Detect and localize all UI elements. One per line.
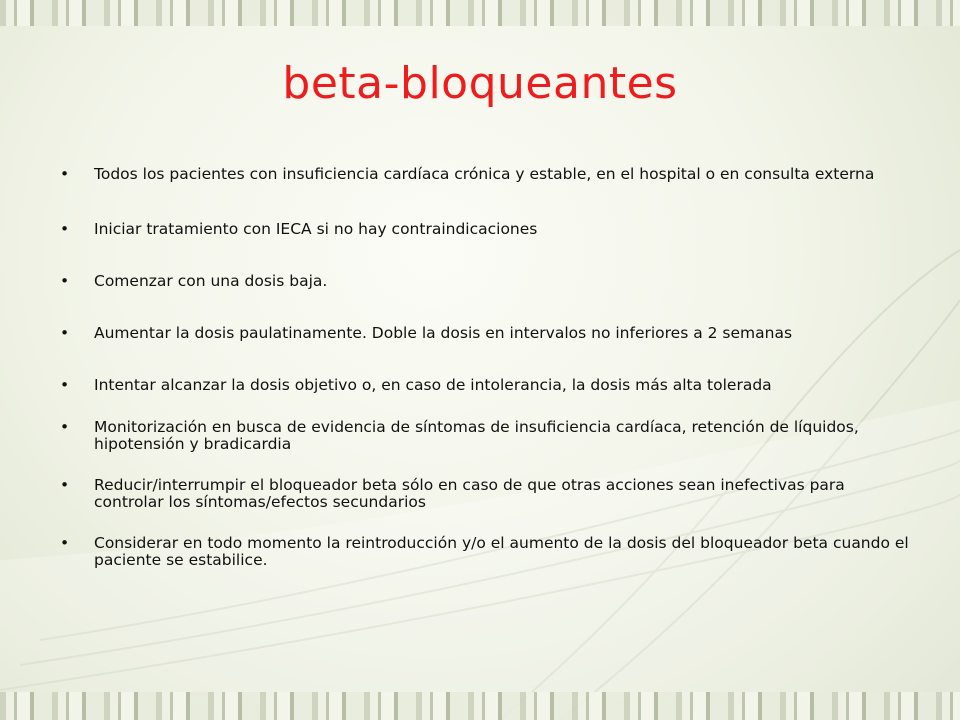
bullet-marker: • bbox=[60, 418, 70, 436]
bullet-text: Intentar alcanzar la dosis objetivo o, en caso de intolerancia, la dosis más alta tolerada bbox=[94, 376, 772, 394]
bullet-text: Aumentar la dosis paulatinamente. Doble la dosis en intervalos no inferiores a 2 semanas bbox=[94, 324, 793, 342]
bullet-item-8 bbox=[60, 535, 910, 569]
bullet-marker: • bbox=[60, 220, 70, 238]
decorative-tab-strip-top bbox=[0, 0, 960, 26]
bullet-text: Iniciar tratamiento con IECA si no hay contraindicaciones bbox=[94, 220, 538, 238]
bullet-item-6 bbox=[60, 419, 910, 453]
decorative-tab-strip-bottom bbox=[0, 692, 960, 720]
bullet-text: Reducir/interrumpir el bloqueador beta sólo en caso de que otras acciones sean inefectivas para controlar los síntomas/efectos secundarios bbox=[94, 476, 845, 511]
bullet-text: Monitorización en busca de evidencia de síntomas de insuficiencia cardíaca, retención de líquidos, hipotensión y bradicardia bbox=[94, 418, 859, 453]
bullet-marker: • bbox=[60, 165, 70, 183]
bullet-marker: • bbox=[60, 476, 70, 494]
slide-title: beta-bloqueantes bbox=[282, 58, 678, 109]
bullet-marker: • bbox=[60, 376, 70, 394]
bullet-item-4 bbox=[60, 325, 910, 342]
bullet-item-1 bbox=[60, 166, 910, 183]
bullet-list bbox=[60, 166, 910, 569]
bullet-item-3 bbox=[60, 273, 910, 290]
bullet-marker: • bbox=[60, 324, 70, 342]
bullet-text: Considerar en todo momento la reintroducción y/o el aumento de la dosis del bloqueador beta cuando el paciente se estabilice. bbox=[94, 534, 909, 569]
bullet-text: Todos los pacientes con insuficiencia cardíaca crónica y estable, en el hospital o en consulta externa bbox=[94, 165, 875, 183]
bullet-marker: • bbox=[60, 534, 70, 552]
bullet-item-7 bbox=[60, 477, 910, 511]
bullet-text: Comenzar con una dosis baja. bbox=[94, 272, 328, 290]
bullet-item-5 bbox=[60, 377, 910, 394]
bullet-item-2 bbox=[60, 221, 910, 238]
bullet-marker: • bbox=[60, 272, 70, 290]
